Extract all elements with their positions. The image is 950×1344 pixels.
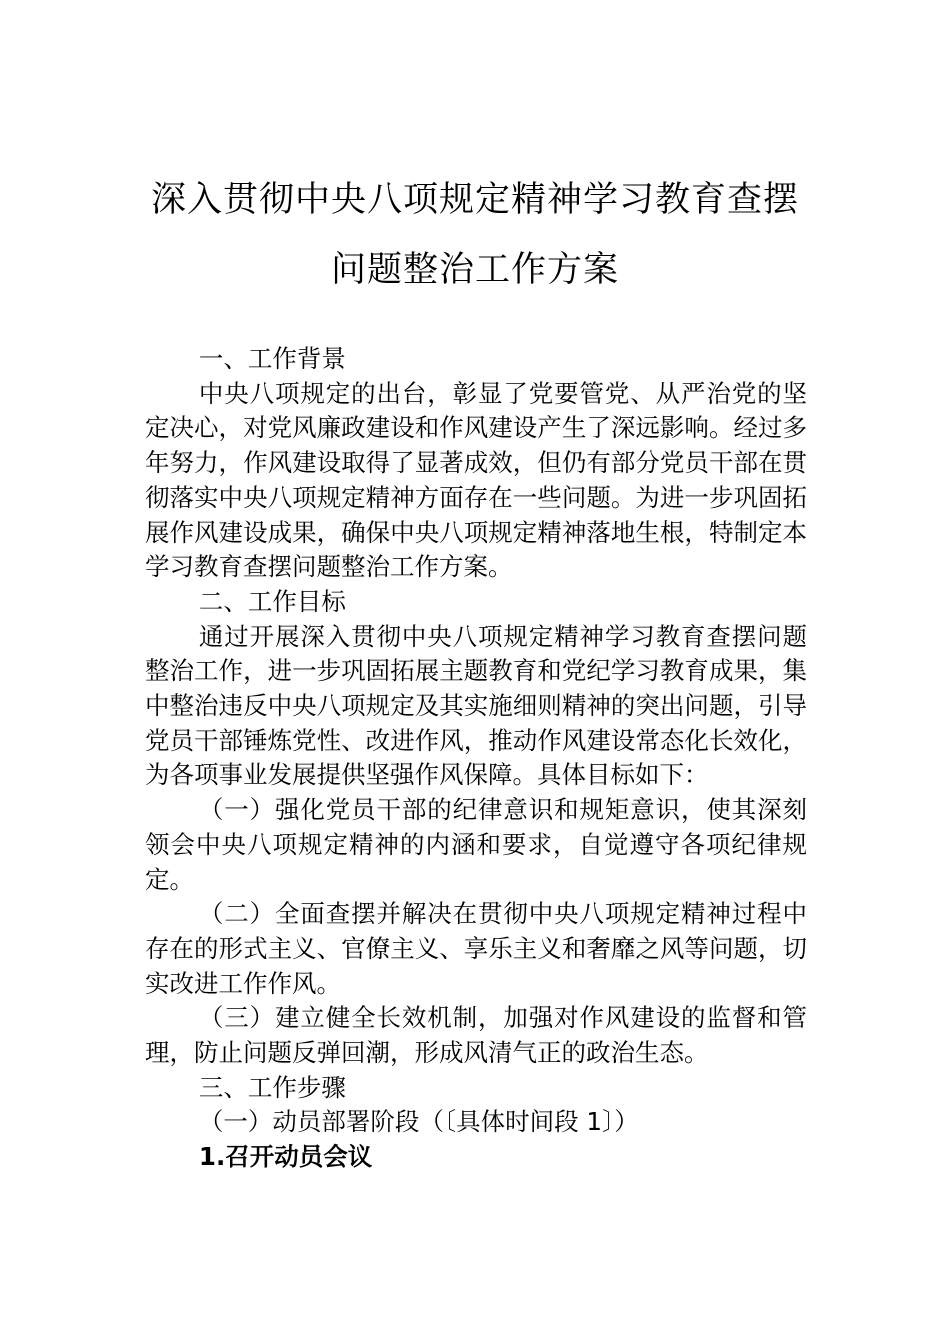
goal-item-2: （二）全面查摆并解决在贯彻中央八项规定精神过程中存在的形式主义、官僚主义、享乐主义和奢靡之风等问题，切实改进工作作风。 [145, 899, 807, 998]
paragraph-goals: 通过开展深入贯彻中央八项规定精神学习教育查摆问题整治工作，进一步巩固拓展主题教育和党纪学习教育成果，集中整治违反中央八项规定及其实施细则精神的突出问题，引导党员干部锤炼党性、改进作风，推动作风建设常态化长效化，为各项事业发展提供坚强作风保障。具体目标如下： [145, 621, 807, 790]
goal-item-3: （三）建立健全长效机制，加强对作风建设的监督和管理，防止问题反弹回潮，形成风清气正的政治生态。 [145, 1003, 807, 1068]
section-heading-goals: 二、工作目标 [198, 586, 346, 616]
section-heading-background: 一、工作背景 [198, 344, 346, 373]
paragraph-background: 中央八项规定的出台，彰显了党要管党、从严治党的坚定决心，对党风廉政建设和作风建设产生了深远影响。经过多年努力，作风建设取得了显著成效，但仍有部分党员干部在贯彻落实中央八项规定精神方面存在一些问题。为进一步巩固拓展作风建设成果，确保中央八项规定精神落地生根，特制定本学习教育查摆问题整治工作方案。 [145, 378, 807, 582]
step-phase-1: （一）动员部署阶段（〔具体时间段 1〕） [198, 1107, 639, 1137]
document-body [145, 342, 807, 1175]
document-title-line-1: 深入贯彻中央八项规定精神学习教育查摆 [150, 180, 799, 220]
section-heading-steps: 三、工作步骤 [198, 1072, 346, 1102]
step-item-1: 1.召开动员会议 [198, 1142, 373, 1172]
goal-item-1: （一）强化党员干部的纪律意识和规矩意识，使其深刻领会中央八项规定精神的内涵和要求，自觉遵守各项纪律规定。 [145, 795, 807, 894]
document-title-line-2: 问题整治工作方案 [330, 250, 619, 290]
